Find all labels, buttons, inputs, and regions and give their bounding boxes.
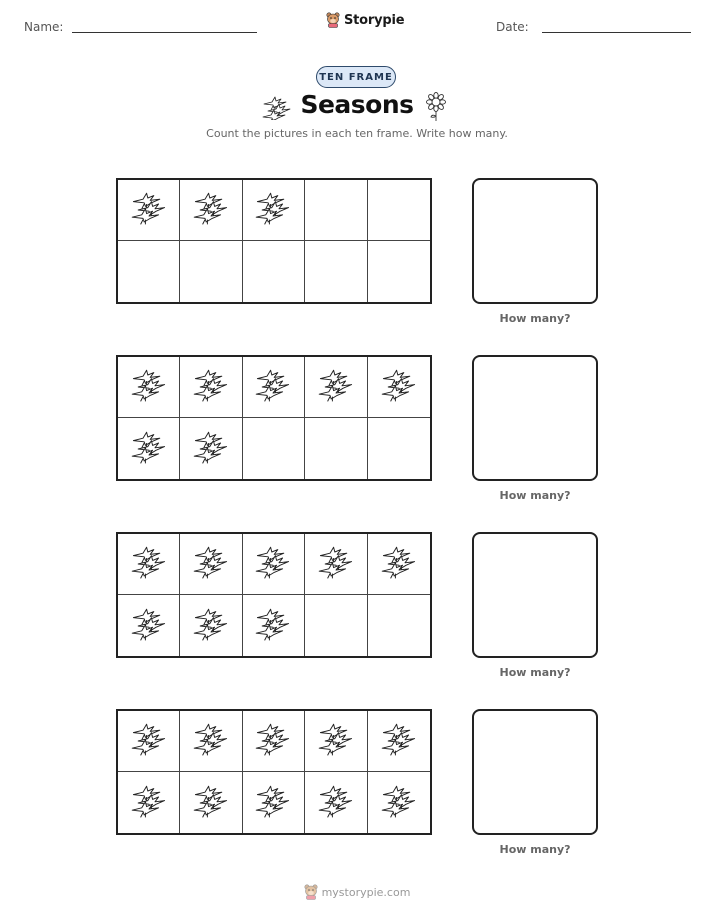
frame-cell xyxy=(118,180,180,241)
frame-cell xyxy=(180,711,242,772)
brand-name: Storypie xyxy=(344,12,405,28)
birds-flying-icon xyxy=(378,369,420,405)
birds-flying-icon xyxy=(190,608,232,644)
birds-flying-icon xyxy=(315,369,357,405)
how-many-label-1: How many? xyxy=(499,312,571,325)
frame-cell xyxy=(368,241,430,302)
frame-cell xyxy=(368,711,430,772)
frame-cell xyxy=(243,772,305,833)
answer-box-2[interactable] xyxy=(472,355,598,481)
frame-cell xyxy=(118,241,180,302)
frame-cell xyxy=(180,595,242,656)
frame-cell xyxy=(243,534,305,595)
ten-frame-4 xyxy=(116,709,432,835)
frame-cell xyxy=(180,357,242,418)
birds-flying-icon xyxy=(190,192,232,228)
frame-cell xyxy=(180,418,242,479)
birds-flying-icon xyxy=(252,785,294,821)
birds-flying-icon xyxy=(128,546,170,582)
date-line[interactable] xyxy=(542,32,691,33)
ten-frame-1 xyxy=(116,178,432,304)
birds-flying-icon xyxy=(128,431,170,467)
birds-flying-icon xyxy=(190,431,232,467)
frame-cell xyxy=(118,711,180,772)
badge-label: TEN FRAME xyxy=(319,71,393,83)
birds-flying-icon xyxy=(128,369,170,405)
birds-flying-icon xyxy=(190,723,232,759)
date-label: Date: xyxy=(496,20,529,34)
birds-flying-icon xyxy=(378,546,420,582)
frame-cell xyxy=(243,180,305,241)
bear-mascot-icon xyxy=(326,12,340,28)
frame-cell xyxy=(243,357,305,418)
birds-flying-icon xyxy=(315,785,357,821)
frame-cell xyxy=(305,180,367,241)
birds-flying-icon xyxy=(252,192,294,228)
footer xyxy=(0,884,714,900)
answer-box-3[interactable] xyxy=(472,532,598,658)
frame-cell xyxy=(243,711,305,772)
page-title: Seasons xyxy=(300,90,414,119)
frame-cell xyxy=(180,772,242,833)
frame-cell xyxy=(305,534,367,595)
answer-box-4[interactable] xyxy=(472,709,598,835)
birds-flying-icon xyxy=(252,546,294,582)
footer-url: mystorypie.com xyxy=(321,885,411,899)
birds-flying-icon xyxy=(128,608,170,644)
frame-cell xyxy=(118,534,180,595)
birds-flying-icon xyxy=(378,785,420,821)
birds-flying-icon xyxy=(252,723,294,759)
how-many-label-3: How many? xyxy=(499,666,571,679)
frame-cell xyxy=(368,534,430,595)
birds-flying-icon xyxy=(252,608,294,644)
birds-flying-icon xyxy=(128,785,170,821)
how-many-label-4: How many? xyxy=(499,843,571,856)
frame-cell xyxy=(368,180,430,241)
frame-cell xyxy=(118,772,180,833)
frame-cell xyxy=(305,711,367,772)
brand-logo xyxy=(326,12,404,28)
name-label: Name: xyxy=(24,20,64,34)
frame-cell xyxy=(368,357,430,418)
ten-frame-3 xyxy=(116,532,432,658)
birds-flying-icon xyxy=(190,785,232,821)
frame-cell xyxy=(305,418,367,479)
frame-cell xyxy=(305,357,367,418)
frame-cell xyxy=(368,595,430,656)
birds-flying-icon xyxy=(128,723,170,759)
birds-flying-icon xyxy=(190,369,232,405)
birds-flying-icon xyxy=(190,546,232,582)
birds-flying-icon xyxy=(128,192,170,228)
frame-cell xyxy=(180,180,242,241)
frame-cell xyxy=(118,418,180,479)
frame-cell xyxy=(180,534,242,595)
ten-frame-badge xyxy=(316,66,396,88)
answer-box-1[interactable] xyxy=(472,178,598,304)
how-many-label-2: How many? xyxy=(499,489,571,502)
frame-cell xyxy=(368,772,430,833)
birds-flying-icon xyxy=(378,723,420,759)
frame-cell xyxy=(305,241,367,302)
name-line[interactable] xyxy=(72,32,257,33)
bear-mascot-icon xyxy=(304,884,318,900)
instructions: Count the pictures in each ten frame. Write how many. xyxy=(206,127,508,140)
frame-cell xyxy=(305,595,367,656)
frame-cell xyxy=(243,241,305,302)
frame-cell xyxy=(180,241,242,302)
ten-frame-2 xyxy=(116,355,432,481)
frame-cell xyxy=(243,595,305,656)
frame-cell xyxy=(118,595,180,656)
birds-flying-icon xyxy=(315,723,357,759)
sunflower-icon xyxy=(426,92,446,122)
birds-flying-icon xyxy=(315,546,357,582)
birds-flying-icon xyxy=(252,369,294,405)
frame-cell xyxy=(118,357,180,418)
frame-cell xyxy=(243,418,305,479)
frame-cell xyxy=(305,772,367,833)
frame-cell xyxy=(368,418,430,479)
